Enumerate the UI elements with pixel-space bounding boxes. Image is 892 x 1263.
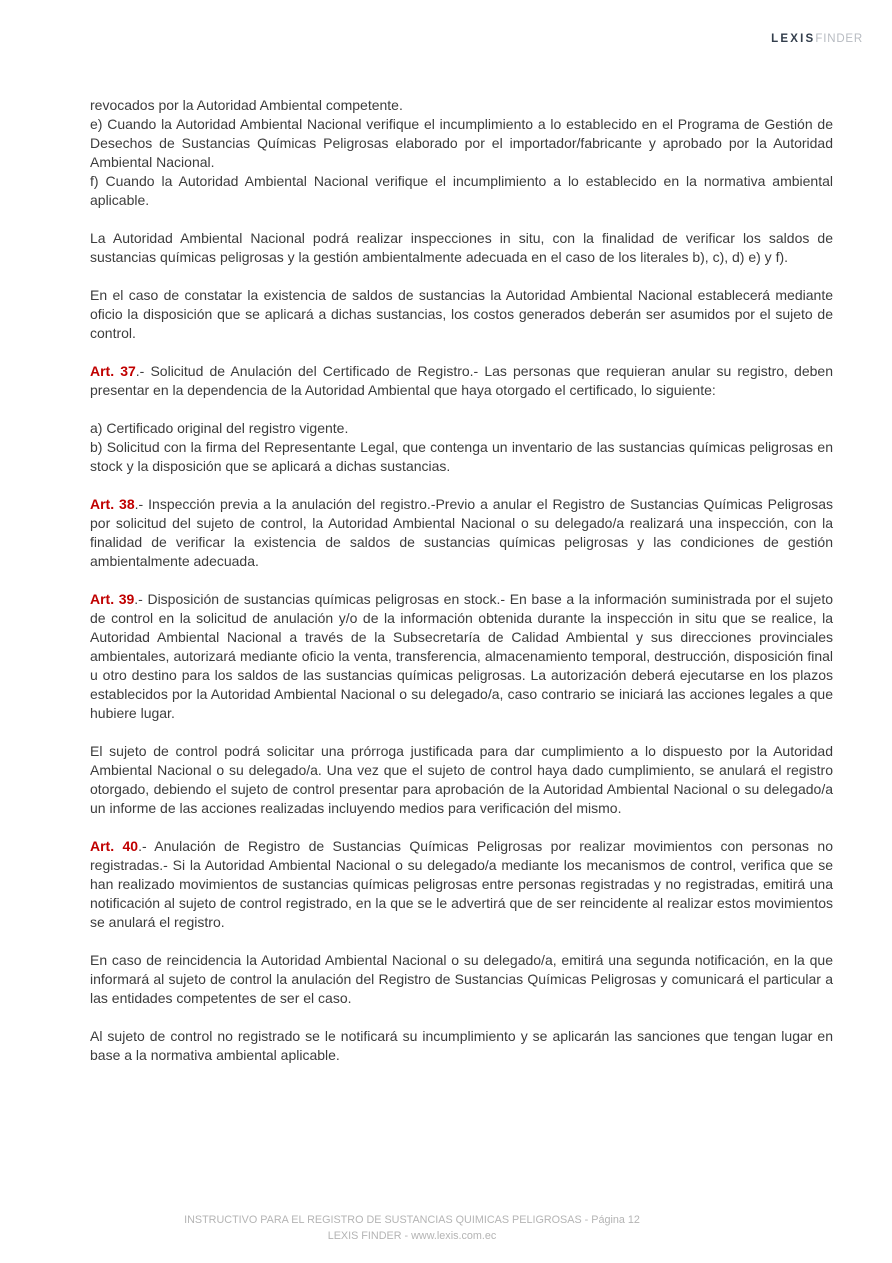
footer-source-url: LEXIS FINDER - www.lexis.com.ec [327, 1230, 497, 1242]
article-text: .- Anulación de Registro de Sustancias Químicas Peligrosas por realizar movimientos con personas no registradas.- Si la Autoridad Ambiental Nacional o su delegado/a mediante los mecanismos de control, verifica que se han realizado movimientos de sustancias químicas peligrosas entre personas registradas y no registradas, emitirá una notificación al sujeto de control registrado, en la que se le advertirá que de ser reincidente al realizar estos movimientos se anulará el registro. [90, 838, 833, 930]
logo-finder-text: FINDER [815, 33, 863, 45]
document-body [90, 96, 833, 1065]
article-text: .- Inspección previa a la anulación del registro.-Previo a anular el Registro de Sustancias Químicas Peligrosas por solicitud del sujeto de control, la Autoridad Ambiental Nacional o su delegado/a realizará una inspección, con la finalidad de verificar la existencia de saldos de sustancias químicas peligrosas y las condiciones de gestión ambientalmente adecuada. [90, 496, 834, 569]
page-footer [0, 1212, 824, 1244]
paragraph-reincidencia: En caso de reincidencia la Autoridad Ambiental Nacional o su delegado/a, emitirá una segunda notificación, en la que informará al sujeto de control la anulación del Registro de Sustancias Químicas Peligrosas y comunicará el particular a las entidades competentes de ser el caso. [90, 952, 833, 1006]
lexisfinder-logo [771, 33, 863, 45]
article-text: .- Solicitud de Anulación del Certificado de Registro.- Las personas que requieran anular su registro, deben presentar en la dependencia de la Autoridad Ambiental que haya otorgado el certificado, lo siguiente: [90, 363, 833, 398]
paragraph-literal-e: e) Cuando la Autoridad Ambiental Nacional verifique el incumplimiento a lo establecido en el Programa de Gestión de Desechos de Sustancias Químicas Peligrosas elaborado por el importador/fabricante y aprobado por la Autoridad Ambiental Nacional. [90, 116, 833, 170]
paragraph-literal-f: f) Cuando la Autoridad Ambiental Nacional verifique el incumplimiento a lo establecido en la normativa ambiental aplicable. [90, 173, 833, 208]
article-number: Art. 39 [90, 591, 135, 607]
article-paragraph-art-38 [90, 495, 833, 571]
article-number: Art. 40 [90, 838, 139, 854]
article-text: .- Disposición de sustancias químicas peligrosas en stock.- En base a la información suministrada por el sujeto de control en la solicitud de anulación y/o de la información obtenida durante la inspección in situ que se realice, la Autoridad Ambiental Nacional a través de la Subsecretaría de Calidad Ambiental y sus direcciones provinciales ambientales, autorizará mediante oficio la venta, transferencia, almacenamiento temporal, destrucción, disposición final u otro destino para los saldos de las sustancias químicas peligrosas. La autorización deberá ejecutarse en los plazos establecidos por la Autoridad Ambiental Nacional o su delegado/a, caso contrario se iniciará las acciones legales a que hubiere lugar. [90, 591, 833, 721]
paragraph-literal-a: a) Certificado original del registro vigente. [90, 420, 349, 436]
paragraph-prorroga: El sujeto de control podrá solicitar una prórroga justificada para dar cumplimiento a lo dispuesto por la Autoridad Ambiental Nacional o su delegado/a. Una vez que el sujeto de control haya dado cumplimiento, se anulará el registro otorgado, debiendo el sujeto de control presentar para aprobación de la Autoridad Ambiental Nacional o su delegado/a un informe de las acciones realizadas incluyendo medios para verificación del mismo. [90, 743, 833, 816]
logo-lexis-text: LEXIS [771, 33, 816, 45]
article-paragraph-art-40 [90, 837, 833, 932]
footer-document-title: INSTRUCTIVO PARA EL REGISTRO DE SUSTANCIAS QUIMICAS PELIGROSAS - Página 12 [184, 1214, 640, 1226]
paragraph-revocados: revocados por la Autoridad Ambiental competente. [90, 97, 403, 113]
article-number: Art. 37 [90, 363, 136, 379]
paragraph-constatar-saldos: En el caso de constatar la existencia de saldos de sustancias la Autoridad Ambiental Nacional establecerá mediante oficio la disposición que se aplicará a dichas sustancias, los costos generados deberán ser asumidos por el sujeto de control. [90, 287, 833, 341]
paragraph-no-registrado: Al sujeto de control no registrado se le notificará su incumplimiento y se aplicarán las sanciones que tengan lugar en base a la normativa ambiental aplicable. [90, 1028, 833, 1063]
paragraph-literal-b: b) Solicitud con la firma del Representante Legal, que contenga un inventario de las sustancias químicas peligrosas en stock y la disposición que se aplicará a dichas sustancias. [90, 439, 833, 474]
article-number: Art. 38 [90, 496, 135, 512]
article-paragraph-art-37 [90, 362, 833, 400]
paragraph-inspecciones-in-situ: La Autoridad Ambiental Nacional podrá realizar inspecciones in situ, con la finalidad de verificar los saldos de sustancias químicas peligrosas y la gestión ambientalmente adecuada en el caso de los literales b), c), d) e) y f). [90, 230, 833, 265]
article-paragraph-art-39 [90, 590, 833, 723]
